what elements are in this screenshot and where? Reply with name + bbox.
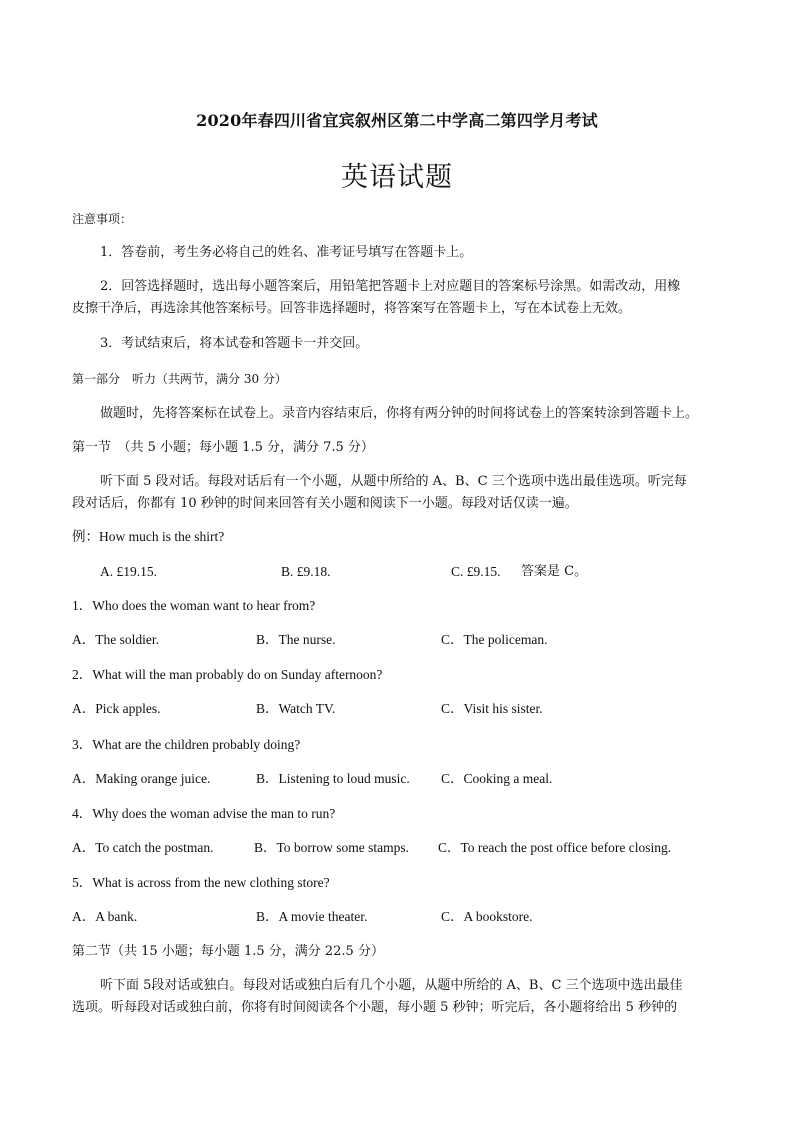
- question-5-option-c: C．A bookstore.: [441, 909, 533, 924]
- question-4-option-b: B．To borrow some stamps.: [254, 840, 410, 855]
- section1-instruction-2: 段对话后，你都有 10 秒钟的时间来回答有关小题和阅读下一小题。每段对话仅读一遍。: [72, 496, 578, 511]
- question-1: 1．Who does the woman want to hear from?: [72, 598, 316, 613]
- part1-instruction: 做题时，先将答案标在试卷上。录音内容结束后，你将有两分钟的时间将试卷上的答案转涂到答题卡上。: [100, 406, 699, 421]
- notice-item-2: 2．回答选择题时，选出每小题答案后，用铅笔把答题卡上对应题目的答案标号涂黑。如需改动，用橡: [100, 279, 681, 294]
- notice-label: 注意事项：: [72, 212, 133, 226]
- part1-heading: 第一部分 听力（共两节，满分 30 分）: [72, 372, 287, 386]
- notice-item-3: 3．考试结束后，将本试卷和答题卡一并交回。: [100, 336, 369, 351]
- section2-instruction-1: 听下面 5段对话或独白。每段对话或独白后有几个小题，从题中所给的 A、B、C 三个选项中选出最佳: [100, 978, 683, 993]
- question-3-option-c: C．Cooking a meal.: [441, 771, 553, 786]
- notice-item-1: 1．答卷前，考生务必将自己的姓名、准考证号填写在答题卡上。: [100, 245, 473, 260]
- question-2: 2．What will the man probably do on Sunday afternoon?: [72, 667, 383, 682]
- question-3-option-b: B．Listening to loud music.: [256, 771, 410, 786]
- exam-subject-title: 英语试题: [341, 162, 453, 193]
- question-1-option-b: B．The nurse.: [256, 632, 336, 647]
- question-5: 5．What is across from the new clothing store?: [72, 875, 330, 890]
- section2-instruction-2: 选项。听每段对话或独白前，你将有时间阅读各个小题，每小题 5 秒钟；听完后，各小题将给出 5 秒钟的: [72, 1000, 678, 1015]
- notice-item-2-cont: 皮擦干净后，再选涂其他答案标号。回答非选择题时，将答案写在答题卡上，写在本试卷上无效。: [72, 301, 632, 316]
- example-option-a: A. £19.15.: [100, 564, 157, 579]
- question-5-option-b: B．A movie theater.: [256, 909, 368, 924]
- question-5-option-a: A．A bank.: [72, 909, 138, 924]
- example-option-c: C. £9.15.: [451, 564, 501, 579]
- example-question: 例：How much is the shirt?: [72, 529, 225, 544]
- question-3-option-a: A．Making orange juice.: [72, 771, 211, 786]
- question-1-option-c: C．The policeman.: [441, 632, 548, 647]
- section1-instruction-1: 听下面 5 段对话。每段对话后有一个小题，从题中所给的 A、B、C 三个选项中选出最佳选项。听完每: [100, 474, 687, 489]
- question-1-option-a: A．The soldier.: [72, 632, 159, 647]
- question-4-option-a: A．To catch the postman.: [72, 840, 214, 855]
- exam-title: 2020年春四川省宜宾叙州区第二中学高二第四学月考试: [196, 111, 598, 130]
- question-4: 4．Why does the woman advise the man to run?: [72, 806, 336, 821]
- question-3: 3．What are the children probably doing?: [72, 737, 301, 752]
- example-option-b: B. £9.18.: [281, 564, 331, 579]
- section1-heading: 第一节 （共 5 小题；每小题 1.5 分，满分 7.5 分）: [72, 440, 374, 455]
- section2-heading: 第二节（共 15 小题；每小题 1.5 分，满分 22.5 分）: [72, 944, 384, 959]
- question-2-option-b: B．Watch TV.: [256, 701, 336, 716]
- question-4-option-c: C．To reach the post office before closing.: [438, 840, 672, 855]
- question-2-option-c: C．Visit his sister.: [441, 701, 543, 716]
- question-2-option-a: A．Pick apples.: [72, 701, 161, 716]
- example-answer: 答案是 C。: [521, 564, 588, 579]
